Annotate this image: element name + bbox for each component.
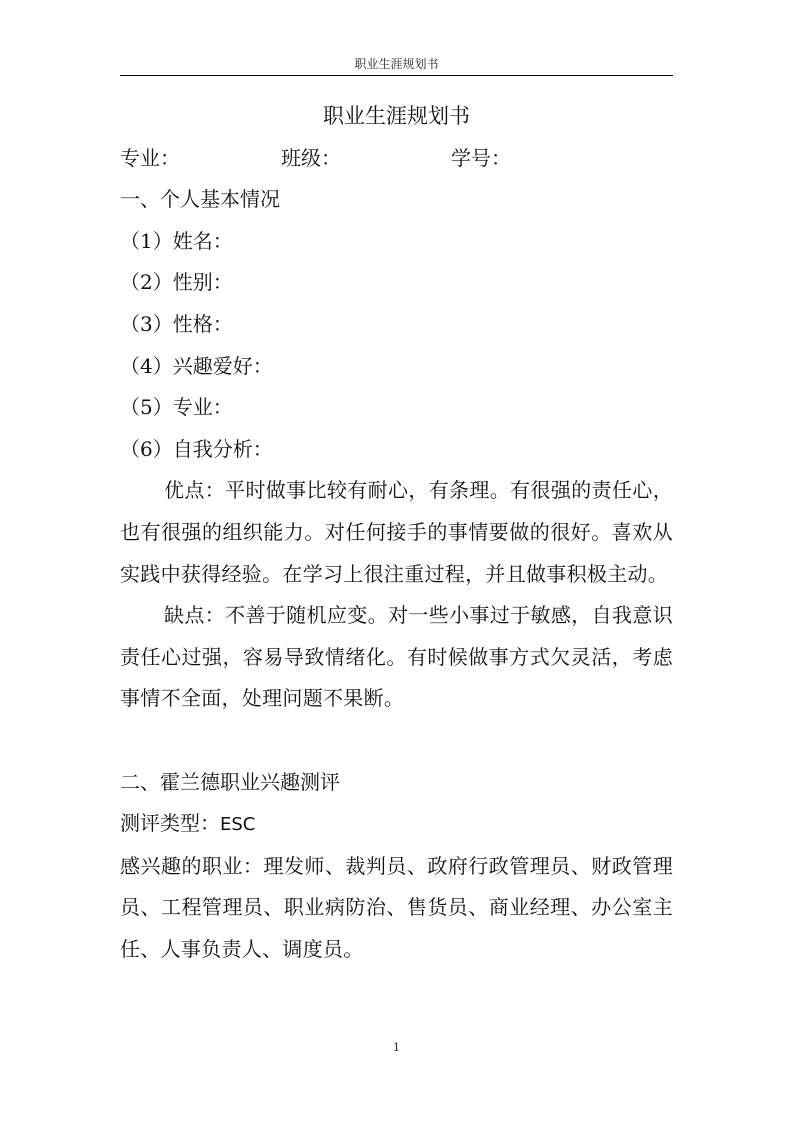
blank-line: [120, 720, 673, 762]
section-heading-holland-test: 二、霍兰德职业兴趣测评: [120, 769, 340, 794]
section-heading-personal-info: 一、个人基本情况: [120, 187, 280, 212]
major-label: 专业：: [120, 145, 180, 170]
item-gender: （2）性别：: [120, 270, 233, 295]
strengths-paragraph: 优点：平时做事比较有耐心，有条理。有很强的责任心，也有很强的组织能力。对任何接手的事情要做的很好。喜欢从实践中获得经验。在学习上很注重过程，并且做事积极主动。: [120, 478, 673, 586]
page-footer: [0, 1041, 793, 1054]
item-hobbies: （4）兴趣爱好：: [120, 353, 273, 378]
weaknesses-paragraph: 缺点：不善于随机应变。对一些小事过于敏感，自我意识责任心过强，容易导致情绪化。有时候做事方式欠灵活，考虑事情不全面，处理问题不果断。: [120, 603, 673, 711]
student-id-label: 学号：: [451, 145, 511, 170]
careers-paragraph: 感兴趣的职业：理发师、裁判员、政府行政管理员、财政管理员、工程管理员、职业病防治、售货员、商业经理、办公室主任、人事负责人、调度员。: [120, 853, 673, 961]
test-type-label: 测评类型：: [120, 811, 220, 836]
test-type-value: ESC: [220, 814, 256, 836]
running-title: 职业生涯规划书: [354, 57, 439, 71]
document-title: 职业生涯规划书: [323, 104, 470, 128]
item-personality: （3）性格：: [120, 311, 233, 336]
item-name: （1）姓名：: [120, 228, 233, 253]
class-label: 班级：: [281, 145, 341, 170]
student-info-row: [120, 138, 673, 180]
item-self-analysis: （6）自我分析：: [120, 436, 273, 461]
page-header: [120, 56, 673, 76]
document-body: [120, 96, 673, 970]
page-number: 1: [393, 1041, 400, 1054]
item-major: （5）专业：: [120, 395, 233, 420]
test-type-line: [120, 803, 673, 846]
